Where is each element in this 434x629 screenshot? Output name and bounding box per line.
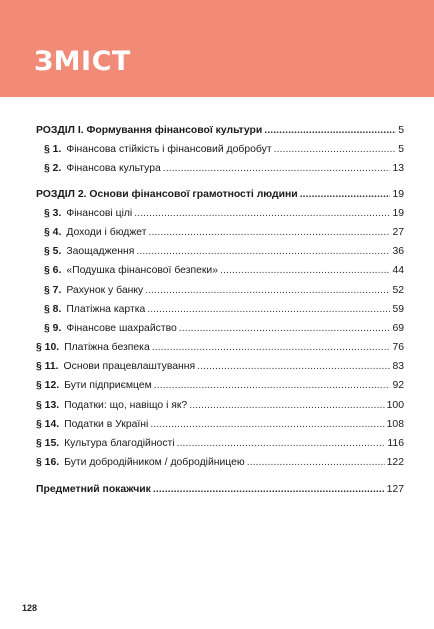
dot-leader: [189, 396, 384, 415]
toc-page-number: 116: [387, 438, 404, 449]
toc-page-number: 52: [392, 284, 404, 296]
toc-item-title: Бути добродійником / добродійницею: [64, 457, 245, 469]
toc-item-title: Фінансова культура: [66, 163, 161, 175]
dot-leader: [220, 261, 390, 280]
dot-leader: [150, 415, 384, 434]
dot-leader: [148, 223, 390, 242]
toc-item-12[interactable]: [36, 376, 404, 395]
toc-item-8[interactable]: [36, 300, 404, 319]
toc-section-2[interactable]: [36, 185, 404, 204]
dot-leader: [153, 480, 385, 499]
header-banner: [0, 0, 434, 97]
toc-item-number: § 12.: [36, 380, 60, 392]
toc-section-title: РОЗДІЛ І. Формування фінансової культури: [36, 125, 263, 136]
toc-item-1[interactable]: [36, 140, 404, 159]
toc-page-number: 5: [398, 125, 404, 136]
dot-leader: [247, 453, 385, 472]
toc-item-number: § 15.: [36, 438, 60, 449]
toc-section-title: РОЗДІЛ 2. Основи фінансової грамотності людини: [36, 188, 298, 200]
toc-item-number: § 10.: [36, 342, 60, 354]
toc-page-number: 36: [392, 246, 404, 258]
toc-page-number: 13: [392, 163, 404, 175]
toc-page-number: 44: [392, 265, 404, 277]
toc-section-1[interactable]: [36, 121, 404, 140]
toc-page-number: 27: [392, 226, 404, 238]
dot-leader: [179, 319, 391, 338]
toc-item-title: Податки в Україні: [64, 418, 149, 430]
toc-item-15[interactable]: [36, 434, 404, 453]
toc-item-number: § 3.: [44, 207, 62, 219]
toc-item-title: Рахунок у банку: [66, 284, 144, 296]
toc-item-title: Платіжна картка: [66, 303, 146, 315]
toc-item-number: § 6.: [44, 265, 62, 277]
toc-item-title: Бути підприємцем: [64, 380, 152, 392]
toc-page-number: 19: [392, 188, 404, 200]
toc-item-9[interactable]: [36, 319, 404, 338]
toc-page-number: 122: [386, 457, 404, 469]
toc-item-3[interactable]: [36, 204, 404, 223]
toc-item-number: § 9.: [44, 322, 62, 334]
toc-item-title: Заощадження: [66, 246, 135, 258]
toc-item-number: § 7.: [44, 284, 62, 296]
dot-leader: [197, 357, 390, 376]
toc-item-7[interactable]: [36, 281, 404, 300]
toc-item-6[interactable]: [36, 261, 404, 280]
toc-item-number: § 11.: [36, 361, 59, 373]
toc-item-number: § 14.: [36, 418, 60, 430]
toc-item-11[interactable]: [36, 357, 404, 376]
dot-leader: [177, 434, 386, 453]
toc-index-title: Предметний покажчик: [36, 484, 151, 496]
dot-leader: [152, 338, 391, 357]
dot-leader: [134, 204, 390, 223]
toc-page-number: 108: [386, 418, 404, 430]
toc-item-5[interactable]: [36, 242, 404, 261]
toc-item-10[interactable]: [36, 338, 404, 357]
toc-subject-index[interactable]: [36, 480, 404, 499]
toc-item-16[interactable]: [36, 453, 404, 472]
toc-page-number: 92: [392, 380, 404, 392]
toc-page-number: 100: [386, 399, 404, 411]
toc-item-title: «Подушка фінансової безпеки»: [66, 265, 219, 277]
toc-item-title: Основи працевлаштування: [63, 361, 196, 373]
dot-leader: [300, 185, 391, 204]
toc-item-title: Культура благодійності: [64, 438, 175, 449]
dot-leader: [154, 376, 391, 395]
toc-item-number: § 5.: [44, 246, 62, 258]
page-number: 128: [22, 603, 38, 613]
toc-item-14[interactable]: [36, 415, 404, 434]
toc-item-number: § 8.: [44, 303, 62, 315]
toc-item-2[interactable]: [36, 159, 404, 178]
dot-leader: [145, 281, 390, 300]
toc-page-number: 19: [392, 207, 404, 219]
toc-item-number: § 1.: [44, 144, 62, 156]
toc-item-13[interactable]: [36, 396, 404, 415]
toc-page-number: 59: [392, 303, 404, 315]
toc-page-number: 83: [392, 361, 404, 373]
dot-leader: [136, 242, 390, 261]
toc-item-4[interactable]: [36, 223, 404, 242]
toc-item-number: § 2.: [44, 163, 62, 175]
dot-leader: [274, 140, 397, 159]
dot-leader: [264, 121, 396, 140]
toc-item-title: Фінансова стійкість і фінансовий добробут: [66, 144, 272, 156]
toc-item-title: Податки: що, навіщо і як?: [64, 399, 188, 411]
toc-page-number: 127: [386, 484, 404, 496]
toc-item-title: Доходи і бюджет: [66, 226, 147, 238]
toc-item-title: Платіжна безпека: [64, 342, 150, 354]
toc-item-number: § 16.: [36, 457, 60, 469]
table-of-contents: [36, 121, 404, 500]
toc-item-title: Фінансове шахрайство: [66, 322, 177, 334]
toc-item-number: § 13.: [36, 399, 60, 411]
toc-page-number: 76: [392, 342, 404, 354]
dot-leader: [163, 159, 391, 178]
toc-item-number: § 4.: [44, 226, 62, 238]
toc-page-number: 5: [398, 144, 404, 156]
toc-page-number: 69: [392, 322, 404, 334]
dot-leader: [147, 300, 390, 319]
page-title: ЗМІСТ: [34, 46, 131, 77]
toc-item-title: Фінансові цілі: [66, 207, 133, 219]
